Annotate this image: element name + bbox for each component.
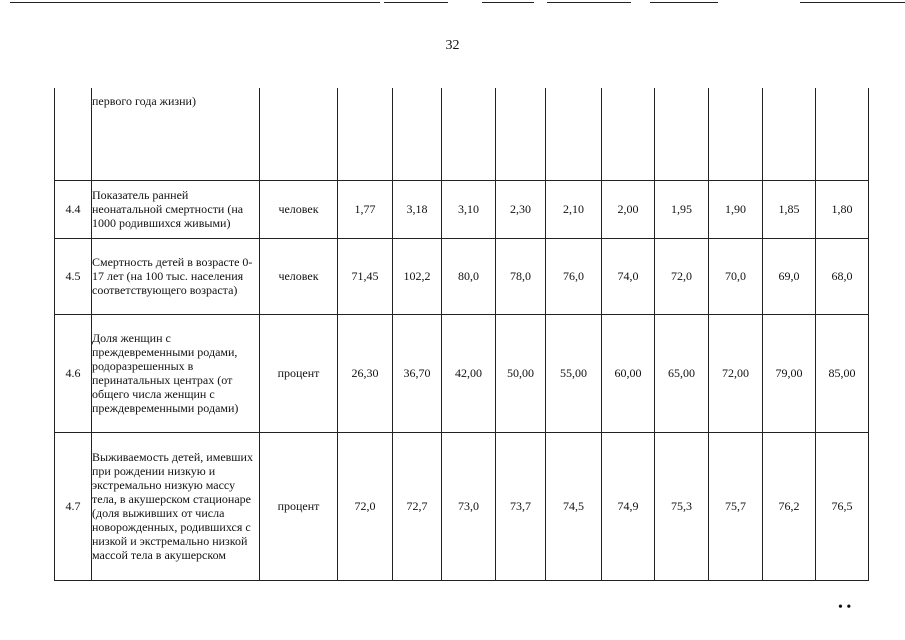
value-cell: 42,00 bbox=[442, 314, 496, 432]
value-cell: 70,0 bbox=[709, 238, 763, 314]
unit-cell: человек bbox=[260, 180, 338, 238]
value-cell: 1,90 bbox=[709, 180, 763, 238]
table-row bbox=[55, 180, 869, 238]
top-border-line bbox=[800, 2, 905, 3]
table-row bbox=[55, 88, 869, 180]
indicators-table bbox=[54, 88, 869, 581]
value-cell: 80,0 bbox=[442, 238, 496, 314]
value-cell: 1,85 bbox=[763, 180, 816, 238]
value-cell: 72,0 bbox=[338, 432, 393, 580]
table-row bbox=[55, 238, 869, 314]
value-cell bbox=[602, 88, 655, 180]
value-cell: 85,00 bbox=[816, 314, 869, 432]
value-cell: 50,00 bbox=[496, 314, 546, 432]
indicator-name: Доля женщин с преждевременными родами, родоразрешенных в перинатальных центрах (от общего числа женщин с преждевременными родами) bbox=[92, 314, 260, 432]
value-cell: 76,0 bbox=[546, 238, 602, 314]
value-cell: 3,10 bbox=[442, 180, 496, 238]
unit-cell: человек bbox=[260, 238, 338, 314]
row-number: 4.7 bbox=[55, 432, 92, 580]
value-cell: 36,70 bbox=[393, 314, 442, 432]
value-cell: 1,95 bbox=[655, 180, 709, 238]
value-cell: 2,30 bbox=[496, 180, 546, 238]
footer-marks: • • bbox=[838, 600, 852, 615]
value-cell: 60,00 bbox=[602, 314, 655, 432]
value-cell: 3,18 bbox=[393, 180, 442, 238]
value-cell: 73,0 bbox=[442, 432, 496, 580]
unit-cell: процент bbox=[260, 432, 338, 580]
value-cell: 2,00 bbox=[602, 180, 655, 238]
top-border-line bbox=[650, 2, 718, 3]
value-cell: 71,45 bbox=[338, 238, 393, 314]
row-number: 4.5 bbox=[55, 238, 92, 314]
value-cell bbox=[709, 88, 763, 180]
value-cell: 72,00 bbox=[709, 314, 763, 432]
value-cell: 26,30 bbox=[338, 314, 393, 432]
top-border-line bbox=[547, 2, 631, 3]
top-border-line bbox=[482, 2, 534, 3]
page-number: 32 bbox=[445, 38, 460, 53]
indicator-name: Показатель ранней неонатальной смертности (на 1000 родившихся живыми) bbox=[92, 180, 260, 238]
value-cell: 1,80 bbox=[816, 180, 869, 238]
value-cell bbox=[338, 88, 393, 180]
value-cell: 75,3 bbox=[655, 432, 709, 580]
value-cell bbox=[546, 88, 602, 180]
value-cell: 65,00 bbox=[655, 314, 709, 432]
unit-cell bbox=[260, 88, 338, 180]
indicator-name: первого года жизни) bbox=[92, 88, 260, 180]
value-cell: 55,00 bbox=[546, 314, 602, 432]
value-cell: 74,9 bbox=[602, 432, 655, 580]
value-cell: 68,0 bbox=[816, 238, 869, 314]
value-cell: 69,0 bbox=[763, 238, 816, 314]
value-cell bbox=[655, 88, 709, 180]
top-border-line bbox=[384, 2, 448, 3]
value-cell: 79,00 bbox=[763, 314, 816, 432]
value-cell: 73,7 bbox=[496, 432, 546, 580]
row-number bbox=[55, 88, 92, 180]
value-cell: 102,2 bbox=[393, 238, 442, 314]
value-cell: 74,0 bbox=[602, 238, 655, 314]
value-cell: 72,0 bbox=[655, 238, 709, 314]
indicator-name: Выживаемость детей, имевших при рождении низкую и экстремально низкую массу тела, в акушерском стационаре (доля выживших от числа новорожденных, родившихся с низкой и экстремально низкой массой тела в акушерском bbox=[92, 432, 260, 580]
value-cell: 76,5 bbox=[816, 432, 869, 580]
table-row bbox=[55, 314, 869, 432]
row-number: 4.6 bbox=[55, 314, 92, 432]
value-cell bbox=[816, 88, 869, 180]
indicator-name: Смертность детей в возрасте 0-17 лет (на 100 тыс. населения соответствующего возраста) bbox=[92, 238, 260, 314]
value-cell bbox=[763, 88, 816, 180]
table-row bbox=[55, 432, 869, 580]
value-cell: 75,7 bbox=[709, 432, 763, 580]
row-number: 4.4 bbox=[55, 180, 92, 238]
value-cell: 72,7 bbox=[393, 432, 442, 580]
value-cell bbox=[393, 88, 442, 180]
value-cell: 76,2 bbox=[763, 432, 816, 580]
unit-cell: процент bbox=[260, 314, 338, 432]
value-cell: 2,10 bbox=[546, 180, 602, 238]
value-cell: 78,0 bbox=[496, 238, 546, 314]
value-cell: 74,5 bbox=[546, 432, 602, 580]
value-cell bbox=[496, 88, 546, 180]
value-cell: 1,77 bbox=[338, 180, 393, 238]
value-cell bbox=[442, 88, 496, 180]
top-border-line bbox=[10, 2, 380, 3]
